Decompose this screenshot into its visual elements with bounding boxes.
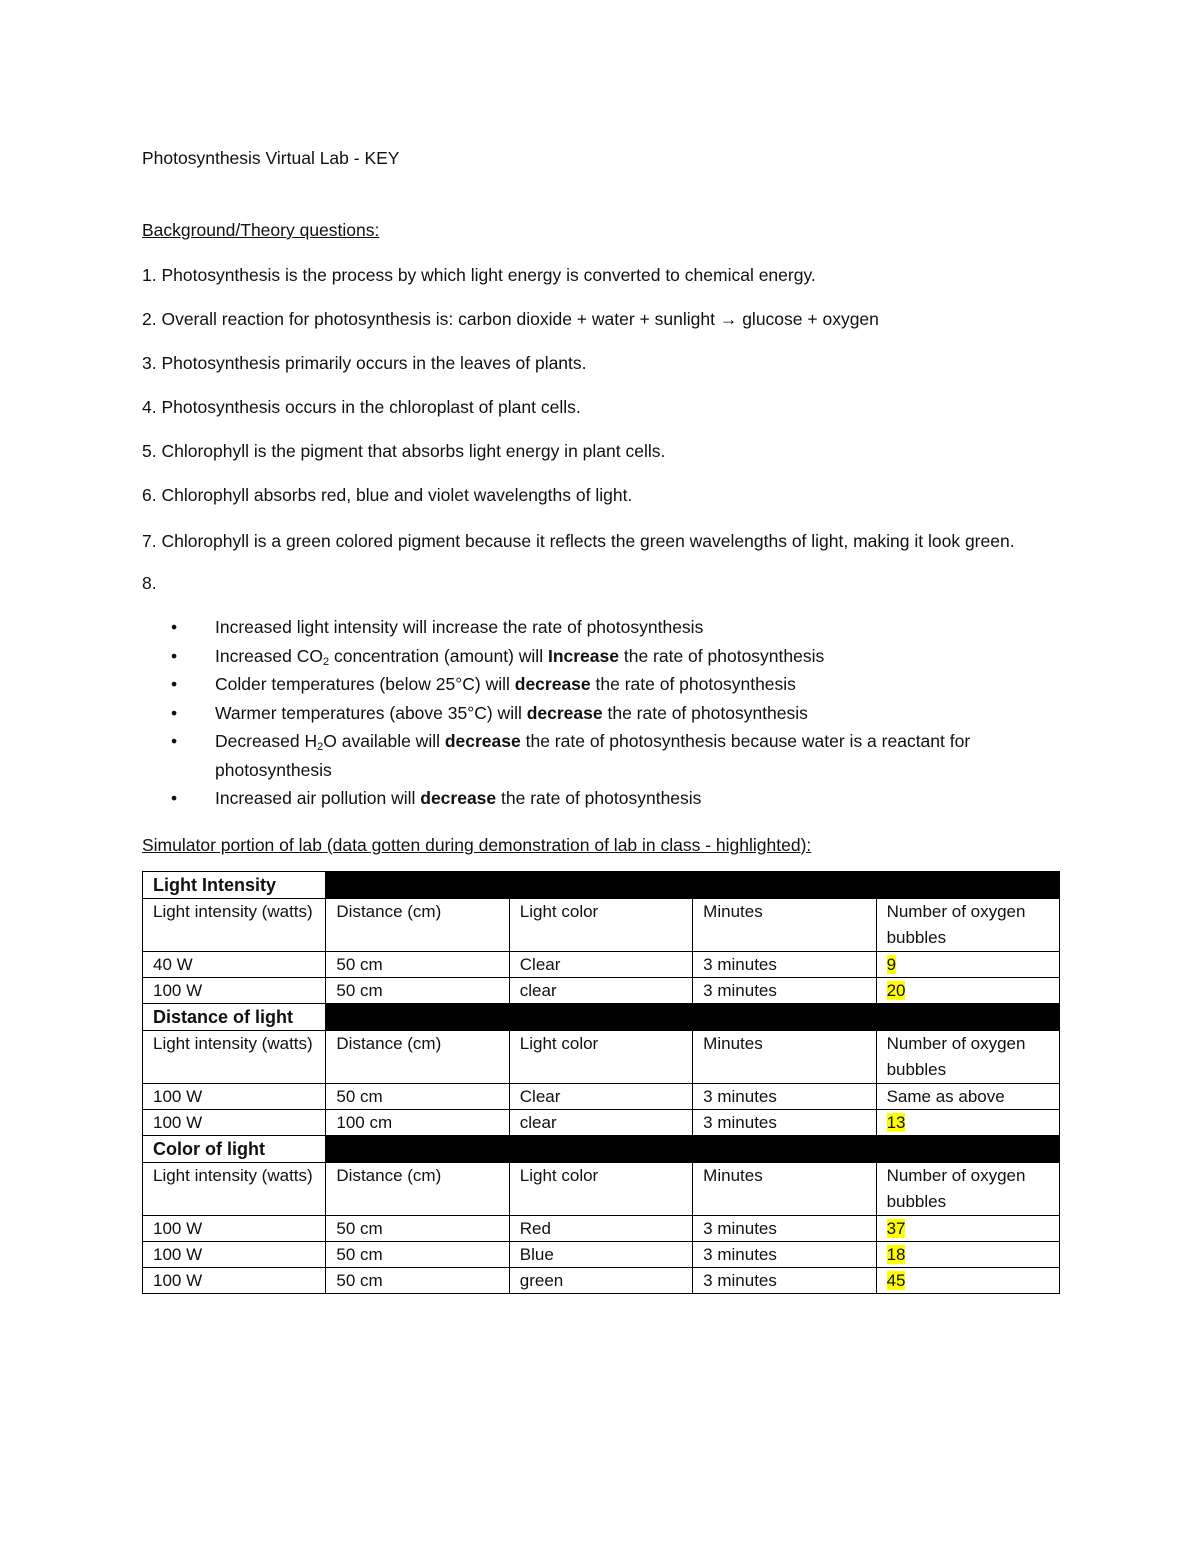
question-2 [142, 307, 1062, 331]
factor-effect: decrease [420, 788, 497, 808]
header-cell: Number of oxygen bubbles [876, 1162, 1059, 1215]
table-row [143, 1241, 1060, 1267]
highlighted-value: 13 [886, 1112, 906, 1132]
header-cell: Number of oxygen bubbles [876, 898, 1059, 951]
header-cell: Minutes [693, 898, 876, 951]
header-cell: Light color [509, 1162, 692, 1215]
table-row [143, 951, 1060, 977]
header-cell: Minutes [693, 1030, 876, 1083]
cell-bubbles [876, 951, 1059, 977]
document-page [142, 146, 1062, 1294]
question-5: 5. Chlorophyll is the pigment that absorbs light energy in plant cells. [142, 441, 666, 461]
list-item [171, 613, 1062, 642]
bullet-icon: • [171, 674, 178, 694]
header-row [143, 1030, 1060, 1083]
section-fill [326, 871, 1060, 898]
factor-effect: Increase [547, 645, 619, 666]
header-row [143, 1162, 1060, 1215]
cell-watts: 100 W [143, 1241, 326, 1267]
document-title: Photosynthesis Virtual Lab - KEY [142, 148, 400, 168]
cell-color: Clear [509, 951, 692, 977]
factor-effect: decrease [526, 702, 603, 723]
factor-text: the rate of photosynthesis because water is a reactant for photosynthesis [215, 731, 971, 780]
cell-color: Clear [509, 1083, 692, 1109]
table-row [143, 1267, 1060, 1293]
cell-minutes: 3 minutes [693, 1109, 876, 1135]
factor-text: the rate of photosynthesis [590, 674, 796, 694]
section-fill [326, 1135, 1060, 1162]
cell-bubbles [876, 1215, 1059, 1241]
factor-effect: decrease [514, 674, 591, 694]
cell-color: green [509, 1267, 692, 1293]
table-row [143, 1083, 1060, 1109]
bullet-icon: • [171, 731, 178, 751]
section-fill [326, 1003, 1060, 1030]
question-7: 7. Chlorophyll is a green colored pigment because it reflects the green wavelengths of light, making it look green. [142, 531, 1015, 551]
factor-text: Warmer temperatures (above 35°C) will [215, 702, 527, 723]
factor-text: O available will [323, 731, 445, 751]
section-row [143, 871, 1060, 898]
factor-text: the rate of photosynthesis [496, 788, 702, 808]
highlighted-value: 45 [886, 1270, 906, 1290]
list-item [171, 727, 1062, 784]
header-row [143, 898, 1060, 951]
cell-minutes: 3 minutes [693, 951, 876, 977]
cell-distance: 100 cm [326, 1109, 509, 1135]
highlighted-value: 9 [886, 954, 897, 974]
cell-distance: 50 cm [326, 1241, 509, 1267]
cell-color: clear [509, 977, 692, 1003]
cell-color: Red [509, 1215, 692, 1241]
subscript: 2 [322, 655, 330, 668]
factor-text: the rate of photosynthesis [618, 645, 825, 666]
factor-text: concentration (amount) will [329, 645, 548, 666]
factor-text: Colder temperatures (below 25°C) will [215, 674, 515, 694]
background-heading: Background/Theory questions: [142, 220, 380, 240]
header-cell: Distance (cm) [326, 898, 509, 951]
simulator-heading: Simulator portion of lab (data gotten during demonstration of lab in class - highlighted): [142, 834, 812, 855]
cell-color: clear [509, 1109, 692, 1135]
factor-text: Increased air pollution will [215, 788, 421, 808]
cell-bubbles [876, 1267, 1059, 1293]
cell-distance: 50 cm [326, 951, 509, 977]
header-cell: Light intensity (watts) [143, 898, 326, 951]
list-item [171, 699, 1062, 728]
cell-bubbles [876, 977, 1059, 1003]
bullet-icon: • [171, 645, 178, 666]
question-1: 1. Photosynthesis is the process by which light energy is converted to chemical energy. [142, 265, 816, 285]
section-row [143, 1003, 1060, 1030]
factor-text: the rate of photosynthesis [602, 702, 808, 723]
header-cell: Light intensity (watts) [143, 1030, 326, 1083]
list-item [171, 670, 1062, 699]
cell-bubbles: Same as above [876, 1083, 1059, 1109]
table-row [143, 977, 1060, 1003]
subscript: 2 [317, 741, 324, 753]
header-cell: Light intensity (watts) [143, 1162, 326, 1215]
header-cell: Number of oxygen bubbles [876, 1030, 1059, 1083]
factor-text: Decreased H [215, 731, 318, 751]
bullet-icon: • [171, 702, 178, 723]
header-cell: Light color [509, 898, 692, 951]
cell-color: Blue [509, 1241, 692, 1267]
question-2-products: glucose + oxygen [742, 309, 879, 329]
bullet-icon: • [171, 617, 178, 637]
cell-watts: 100 W [143, 1109, 326, 1135]
list-item [171, 642, 1062, 671]
cell-distance: 50 cm [326, 1083, 509, 1109]
header-cell: Distance (cm) [326, 1030, 509, 1083]
section-row [143, 1135, 1060, 1162]
bullet-icon: • [171, 788, 178, 808]
cell-distance: 50 cm [326, 1267, 509, 1293]
header-cell: Minutes [693, 1162, 876, 1215]
factor-effect: decrease [444, 731, 521, 751]
question-6: 6. Chlorophyll absorbs red, blue and violet wavelengths of light. [142, 485, 633, 505]
header-cell: Light color [509, 1030, 692, 1083]
cell-bubbles [876, 1241, 1059, 1267]
list-item [171, 784, 1062, 813]
cell-minutes: 3 minutes [693, 1083, 876, 1109]
cell-minutes: 3 minutes [693, 1267, 876, 1293]
cell-watts: 100 W [143, 1083, 326, 1109]
cell-watts: 100 W [143, 1215, 326, 1241]
arrow-icon: → [719, 309, 738, 329]
question-4: 4. Photosynthesis occurs in the chloroplast of plant cells. [142, 397, 581, 417]
section-label: Distance of light [143, 1003, 326, 1030]
question-2-text: 2. Overall reaction for photosynthesis is: carbon dioxide + water + sunlight [142, 309, 715, 329]
cell-distance: 50 cm [326, 1215, 509, 1241]
factor-text: Increased light intensity will increase the rate of photosynthesis [215, 617, 704, 637]
cell-minutes: 3 minutes [693, 1215, 876, 1241]
highlighted-value: 18 [886, 1244, 906, 1264]
cell-minutes: 3 minutes [693, 977, 876, 1003]
section-label: Color of light [143, 1135, 326, 1162]
question-8-label: 8. [142, 573, 157, 593]
question-3: 3. Photosynthesis primarily occurs in the leaves of plants. [142, 353, 587, 373]
table-row [143, 1109, 1060, 1135]
section-label: Light Intensity [143, 871, 326, 898]
table-row [143, 1215, 1060, 1241]
highlighted-value: 37 [886, 1218, 906, 1238]
cell-watts: 100 W [143, 977, 326, 1003]
results-table [142, 871, 1060, 1294]
header-cell: Distance (cm) [326, 1162, 509, 1215]
cell-watts: 100 W [143, 1267, 326, 1293]
cell-minutes: 3 minutes [693, 1241, 876, 1267]
factors-list [142, 613, 1062, 813]
cell-watts: 40 W [143, 951, 326, 977]
cell-bubbles [876, 1109, 1059, 1135]
cell-distance: 50 cm [326, 977, 509, 1003]
factor-text: Increased CO [215, 645, 323, 666]
highlighted-value: 20 [886, 980, 906, 1000]
